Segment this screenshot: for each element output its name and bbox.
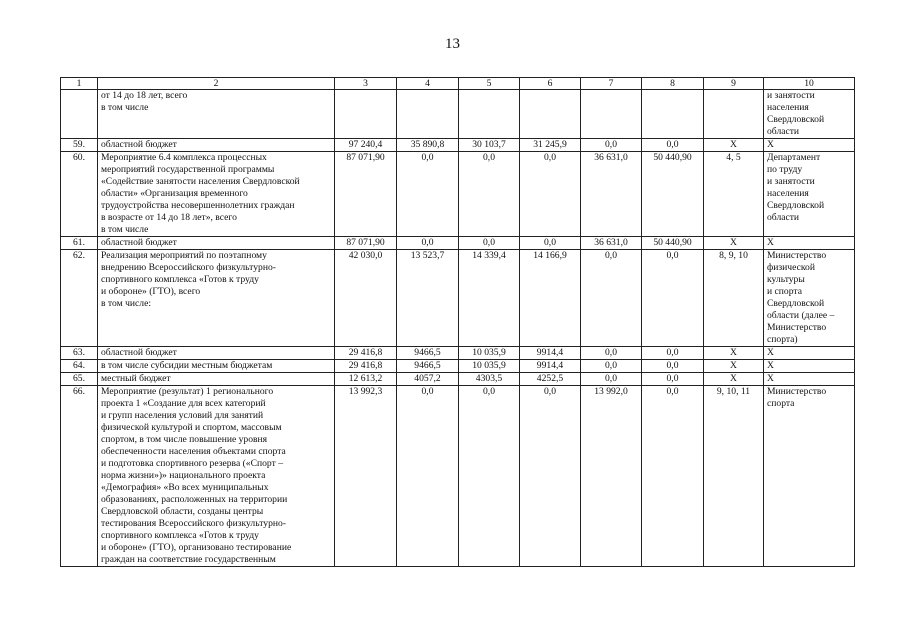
year-5-cell: 0,0	[642, 386, 704, 567]
year-4-cell: 0,0	[581, 360, 642, 373]
year-1-cell	[397, 90, 459, 139]
year-5-cell: 0,0	[642, 250, 704, 347]
year-2-cell: 4303,5	[459, 373, 520, 386]
row-number-cell: 61.	[61, 237, 98, 250]
executor-cell: Министерство физической культуры и спорта Свердловской области (далее – Министерство спорта)	[764, 250, 855, 347]
column-header-10: 10	[764, 78, 855, 90]
year-1-cell: 9466,5	[397, 347, 459, 360]
year-3-cell: 0,0	[520, 152, 581, 237]
year-5-cell: 0,0	[642, 360, 704, 373]
year-1-cell: 4057,2	[397, 373, 459, 386]
year-2-cell: 30 103,7	[459, 139, 520, 152]
total-cell: 97 240,4	[335, 139, 397, 152]
row-number-cell: 60.	[61, 152, 98, 237]
year-3-cell: 9914,4	[520, 360, 581, 373]
table-row	[61, 373, 855, 386]
year-4-cell: 0,0	[581, 347, 642, 360]
column-header-3: 3	[335, 78, 397, 90]
year-4-cell: 36 631,0	[581, 152, 642, 237]
year-2-cell: 0,0	[459, 386, 520, 567]
target-indicators-cell: 8, 9, 10	[704, 250, 764, 347]
table-row	[61, 237, 855, 250]
description-cell: областной бюджет	[98, 347, 335, 360]
year-5-cell: 0,0	[642, 373, 704, 386]
year-3-cell: 0,0	[520, 386, 581, 567]
executor-cell: X	[764, 373, 855, 386]
column-header-9: 9	[704, 78, 764, 90]
year-4-cell: 0,0	[581, 373, 642, 386]
year-2-cell: 10 035,9	[459, 347, 520, 360]
row-number-cell: 64.	[61, 360, 98, 373]
page-number: 13	[445, 36, 460, 52]
year-3-cell: 9914,4	[520, 347, 581, 360]
column-header-1: 1	[61, 78, 98, 90]
target-indicators-cell: X	[704, 139, 764, 152]
year-1-cell: 0,0	[397, 237, 459, 250]
year-5-cell: 0,0	[642, 139, 704, 152]
column-header-4: 4	[397, 78, 459, 90]
column-header-8: 8	[642, 78, 704, 90]
row-number-cell	[61, 90, 98, 139]
year-3-cell: 14 166,9	[520, 250, 581, 347]
year-1-cell: 35 890,8	[397, 139, 459, 152]
year-2-cell	[459, 90, 520, 139]
year-5-cell: 50 440,90	[642, 237, 704, 250]
year-1-cell: 0,0	[397, 152, 459, 237]
year-3-cell	[520, 90, 581, 139]
year-4-cell: 0,0	[581, 139, 642, 152]
executor-cell: X	[764, 139, 855, 152]
total-cell	[335, 90, 397, 139]
total-cell: 12 613,2	[335, 373, 397, 386]
description-cell: Реализация мероприятий по поэтапному внедрению Всероссийского физкультурно- спортивного комплекса «Готов к труду и обороне» (ГТО), всего в том числе:	[98, 250, 335, 347]
year-4-cell	[581, 90, 642, 139]
target-indicators-cell: X	[704, 360, 764, 373]
description-cell: Мероприятие 6.4 комплекса процессных мероприятий государственной программы «Содействие занятости населения Свердловской области» «Организация временного трудоустройства несовершеннолетних граждан в возрасте от 14 до 18 лет», всего в том числе	[98, 152, 335, 237]
description-cell: областной бюджет	[98, 139, 335, 152]
description-cell: в том числе субсидии местным бюджетам	[98, 360, 335, 373]
description-cell: от 14 до 18 лет, всего в том числе	[98, 90, 335, 139]
total-cell: 29 416,8	[335, 360, 397, 373]
program-funding-table	[60, 77, 855, 567]
target-indicators-cell: 4, 5	[704, 152, 764, 237]
table-row	[61, 152, 855, 237]
executor-cell: X	[764, 360, 855, 373]
target-indicators-cell	[704, 90, 764, 139]
year-2-cell: 0,0	[459, 152, 520, 237]
total-cell: 29 416,8	[335, 347, 397, 360]
description-cell: местный бюджет	[98, 373, 335, 386]
table-row	[61, 347, 855, 360]
executor-cell: X	[764, 237, 855, 250]
year-3-cell: 31 245,9	[520, 139, 581, 152]
row-number-cell: 66.	[61, 386, 98, 567]
year-2-cell: 0,0	[459, 237, 520, 250]
year-3-cell: 0,0	[520, 237, 581, 250]
year-3-cell: 4252,5	[520, 373, 581, 386]
year-5-cell: 0,0	[642, 347, 704, 360]
total-cell: 42 030,0	[335, 250, 397, 347]
year-2-cell: 14 339,4	[459, 250, 520, 347]
row-number-cell: 62.	[61, 250, 98, 347]
table-row	[61, 360, 855, 373]
year-5-cell	[642, 90, 704, 139]
year-1-cell: 9466,5	[397, 360, 459, 373]
column-header-5: 5	[459, 78, 520, 90]
column-header-2: 2	[98, 78, 335, 90]
target-indicators-cell: X	[704, 347, 764, 360]
row-number-cell: 59.	[61, 139, 98, 152]
year-1-cell: 0,0	[397, 386, 459, 567]
executor-cell: X	[764, 347, 855, 360]
executor-cell: Департамент по труду и занятости населения Свердловской области	[764, 152, 855, 237]
year-4-cell: 13 992,0	[581, 386, 642, 567]
table-row	[61, 386, 855, 567]
total-cell: 87 071,90	[335, 237, 397, 250]
executor-cell: и занятости населения Свердловской области	[764, 90, 855, 139]
row-number-cell: 63.	[61, 347, 98, 360]
executor-cell: Министерство спорта	[764, 386, 855, 567]
year-4-cell: 36 631,0	[581, 237, 642, 250]
year-2-cell: 10 035,9	[459, 360, 520, 373]
description-cell: Мероприятие (результат) 1 регионального проекта 1 «Создание для всех категорий и групп населения условий для занятий физической культурой и спортом, массовым спортом, в том числе повышение уровня обеспеченности населения объектами спорта и подготовка спортивного резерва («Спорт – норма жизни»)» национального проекта «Демография» «Во всех муниципальных образованиях, расположенных на территории Свердловской области, созданы центры тестирования Всероссийского физкультурно- спортивного комплекса «Готов к труду и обороне» (ГТО), организовано тестирование граждан на соответствие государственным	[98, 386, 335, 567]
table-row	[61, 90, 855, 139]
description-cell: областной бюджет	[98, 237, 335, 250]
column-header-6: 6	[520, 78, 581, 90]
year-5-cell: 50 440,90	[642, 152, 704, 237]
table-row	[61, 250, 855, 347]
year-4-cell: 0,0	[581, 250, 642, 347]
target-indicators-cell: X	[704, 373, 764, 386]
total-cell: 87 071,90	[335, 152, 397, 237]
table-row	[61, 139, 855, 152]
target-indicators-cell: 9, 10, 11	[704, 386, 764, 567]
row-number-cell: 65.	[61, 373, 98, 386]
column-header-7: 7	[581, 78, 642, 90]
target-indicators-cell: X	[704, 237, 764, 250]
year-1-cell: 13 523,7	[397, 250, 459, 347]
total-cell: 13 992,3	[335, 386, 397, 567]
column-number-row	[61, 78, 855, 90]
